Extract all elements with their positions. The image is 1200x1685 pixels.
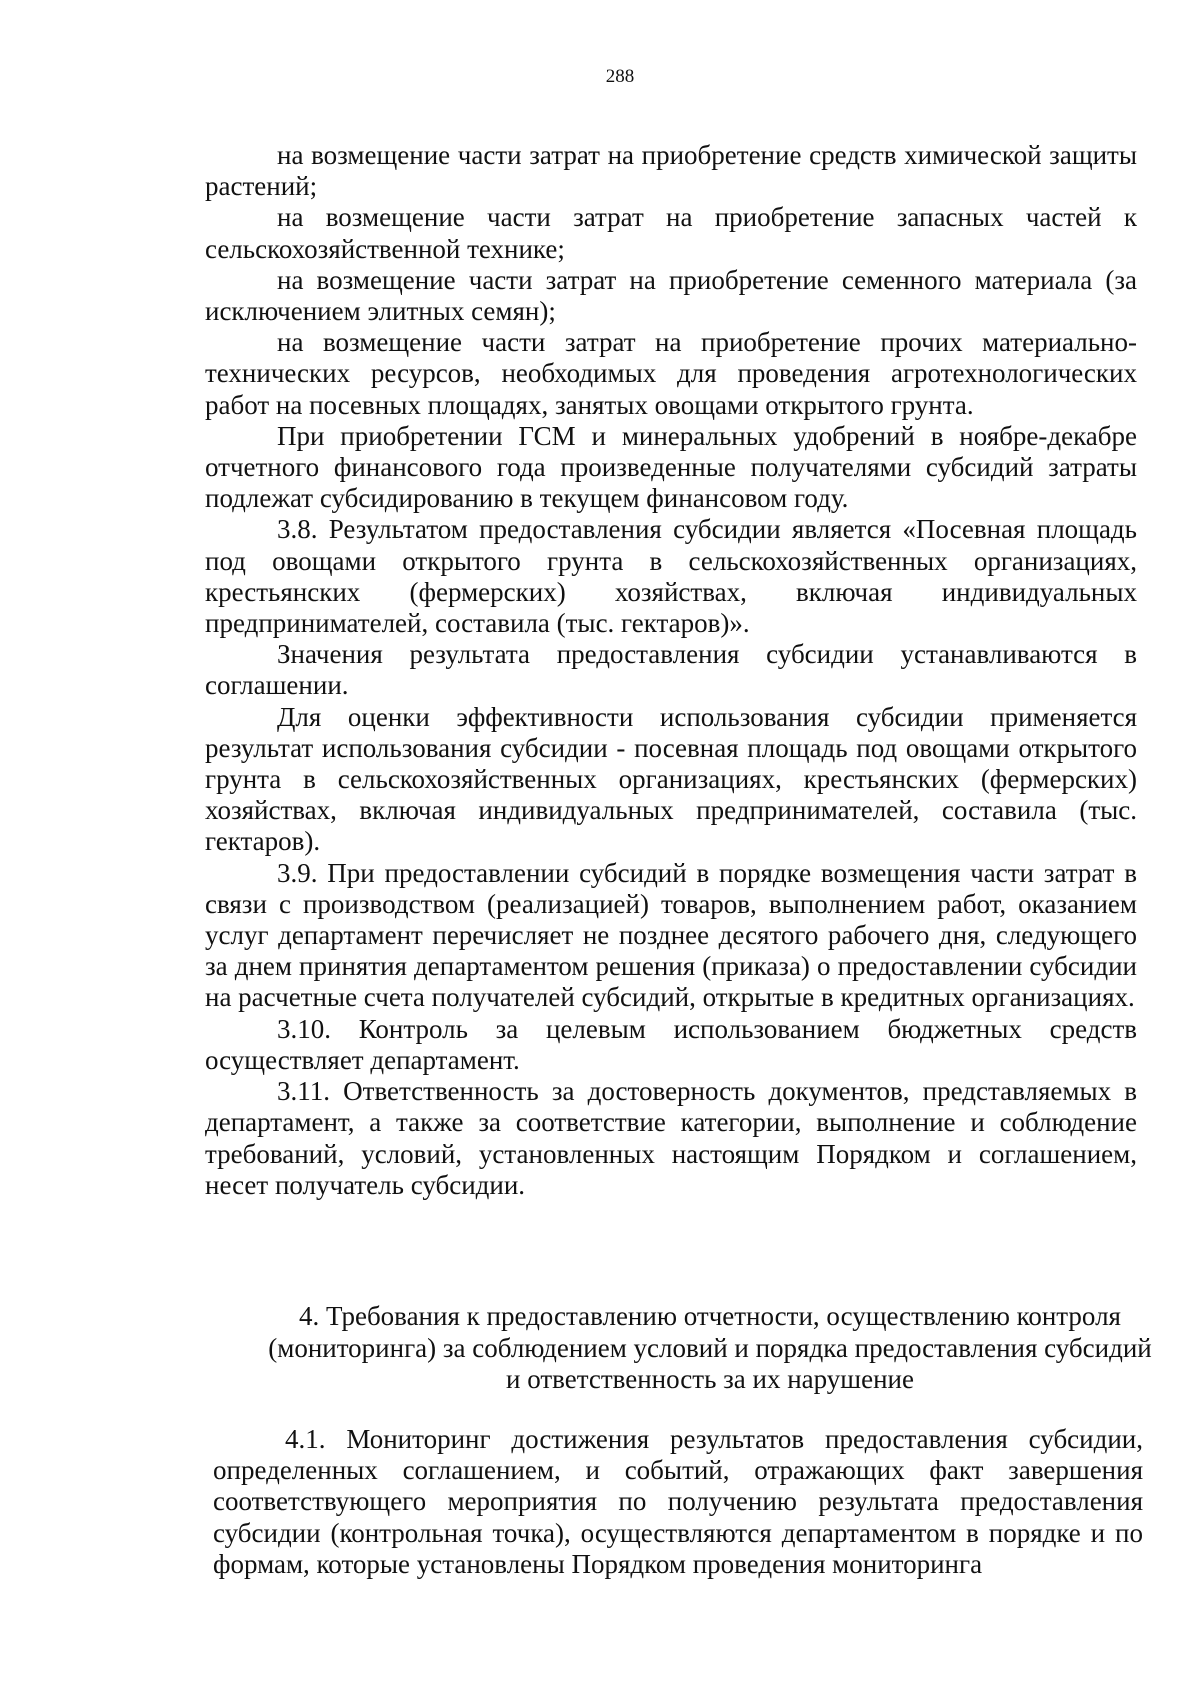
paragraph: на возмещение части затрат на приобретение запасных частей к сельскохозяйственной технике; [205, 202, 1137, 264]
paragraph: на возмещение части затрат на приобретение прочих материально-технических ресурсов, необходимых для проведения агротехнологических работ на посевных площадях, занятых овощами открытого грунта. [205, 327, 1137, 420]
paragraph: Для оценки эффективности использования субсидии применяется результат использования субсидии - посевная площадь под овощами открытого грунта в сельскохозяйственных организациях, крестьянских (фермерских) хозяйствах, включая индивидуальных предпринимателей, составила (тыс. гектаров). [205, 701, 1137, 857]
paragraph-4-1: 4.1. Мониторинг достижения результатов предоставления субсидии, определенных соглашением, и событий, отражающих факт завершения соответствующего мероприятия по получению результата предоставления субсидии (контрольная точка), осуществляются департаментом в порядке и по формам, которые установлены Порядком проведения мониторинга [213, 1424, 1143, 1579]
paragraph-3-11: 3.11. Ответственность за достоверность документов, представляемых в департамент, а также за соответствие категории, выполнение и соблюдение требований, условий, установленных настоящим Порядком и соглашением, несет получатель субсидии. [205, 1076, 1137, 1200]
section-body-text [213, 1424, 1143, 1580]
paragraph-3-8: 3.8. Результатом предоставления субсидии является «Посевная площадь под овощами открытого грунта в сельскохозяйственных организациях, крестьянских (фермерских) хозяйствах, включая индивидуальных предпринимателей, составила (тыс. гектаров)». [205, 514, 1137, 639]
body-text [205, 140, 1137, 1201]
section-heading: 4. Требования к предоставлению отчетности, осуществлению контроля (мониторинга) за соблюдением условий и порядка предоставления субсидий и ответственность за их нарушение [268, 1301, 1152, 1394]
page-number: 288 [605, 66, 635, 87]
paragraph: на возмещение части затрат на приобретение семенного материала (за исключением элитных семян); [205, 264, 1137, 327]
paragraph: Значения результата предоставления субсидии устанавливаются в соглашении. [205, 639, 1137, 701]
paragraph: При приобретении ГСМ и минеральных удобрений в ноябре-декабре отчетного финансового года произведенные получателями субсидий затраты подлежат субсидированию в текущем финансовом году. [205, 420, 1137, 514]
paragraph: на возмещение части затрат на приобретение средств химической защиты растений; [205, 140, 1137, 202]
paragraph-3-10: 3.10. Контроль за целевым использованием бюджетных средств осуществляет департамент. [205, 1013, 1137, 1075]
paragraph-3-9: 3.9. При предоставлении субсидий в порядке возмещения части затрат в связи с производством (реализацией) товаров, выполнением работ, оказанием услуг департамент перечисляет не позднее десятого рабочего дня, следующего за днем принятия департаментом решения (приказа) о предоставлении субсидии на расчетные счета получателей субсидий, открытые в кредитных организациях. [205, 857, 1137, 1013]
